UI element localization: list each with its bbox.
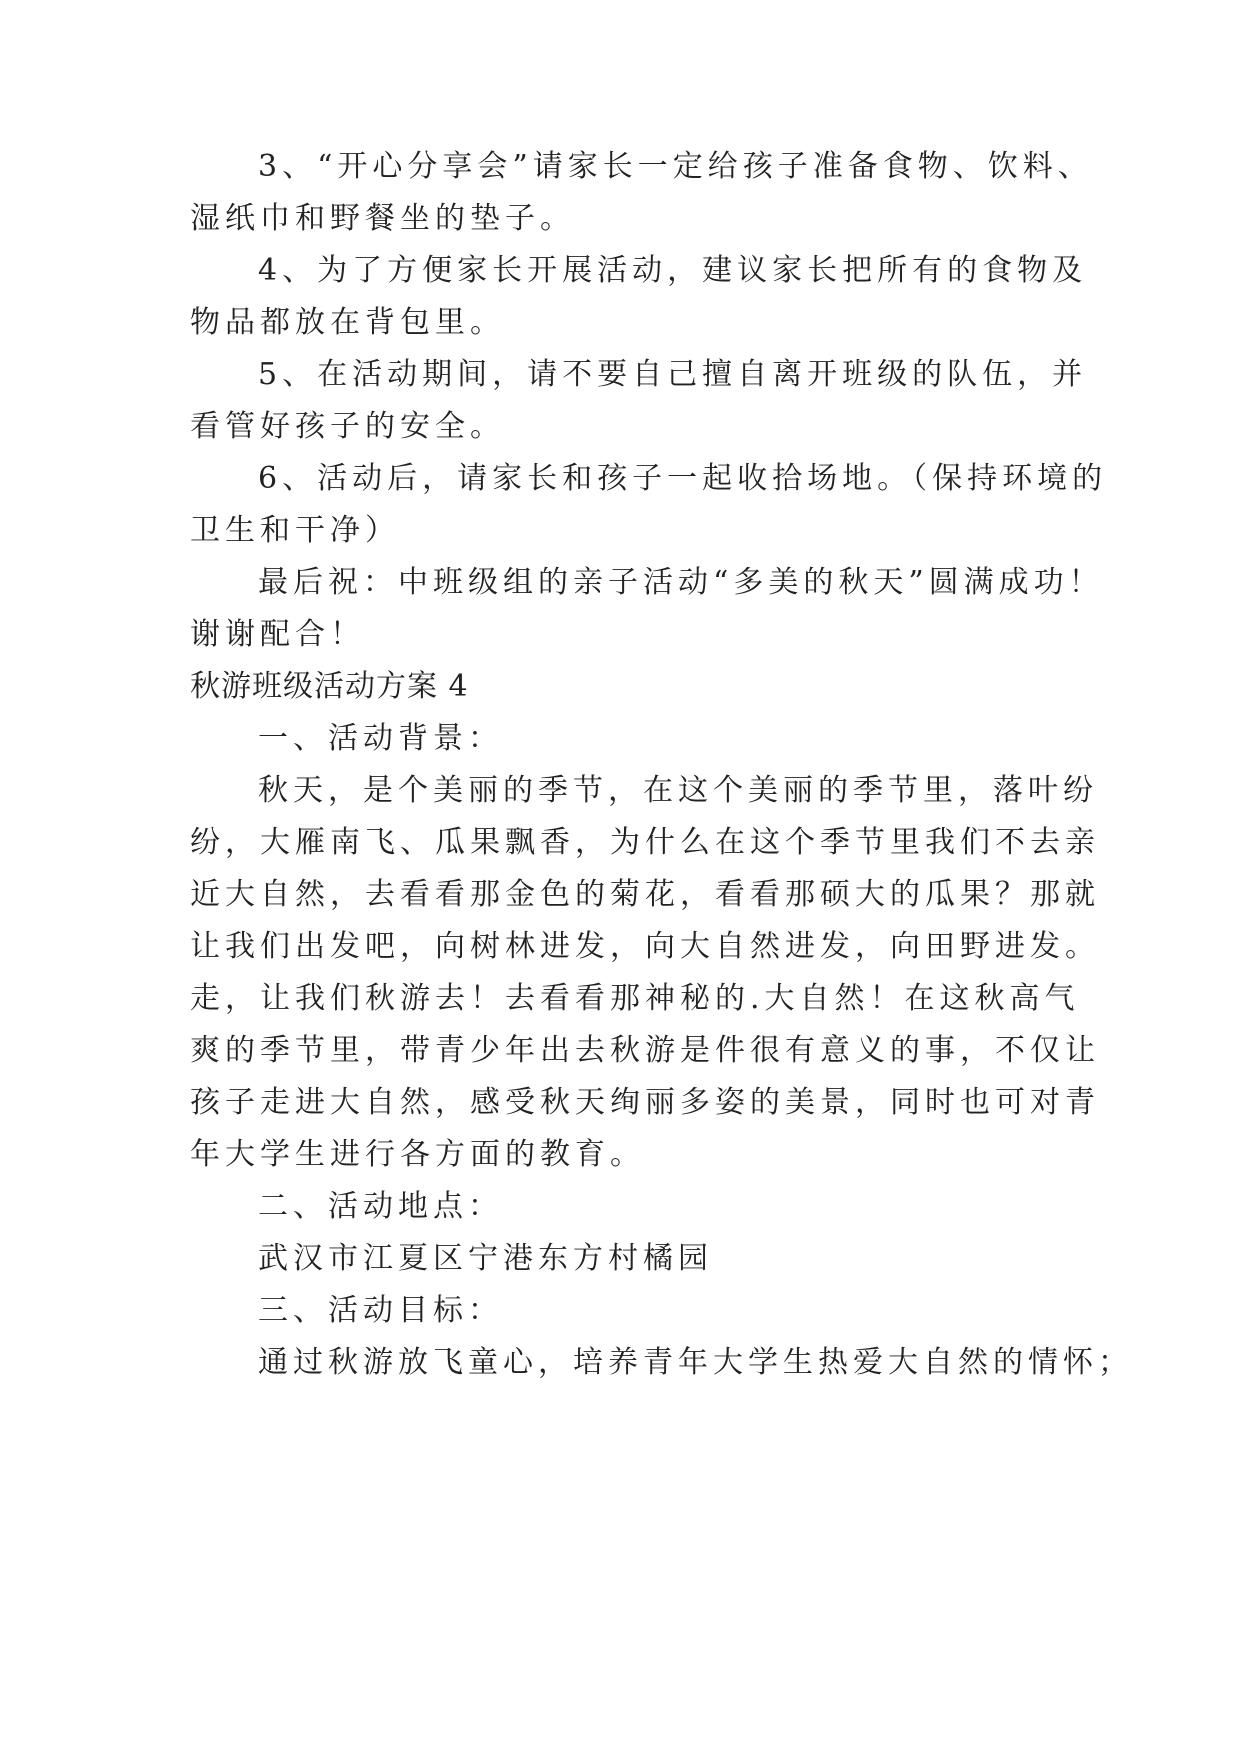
closing-line-2: 谢谢配合！ [190, 617, 365, 652]
background-paragraph-line: 孩子走进大自然，感受秋天绚丽多姿的美景，同时也可对青 [190, 1085, 1100, 1120]
item-3-line-1: 3、“开心分享会”请家长一定给孩子准备食物、饮料、 [258, 149, 1093, 184]
background-paragraph-line: 走，让我们秋游去！去看看那神秘的.大自然！在这秋高气 [190, 981, 1080, 1016]
item-6-line-1: 6、活动后，请家长和孩子一起收拾场地。（保持环境的 [258, 461, 1108, 496]
item-4-line-2: 物品都放在背包里。 [190, 305, 505, 340]
location-value: 武汉市江夏区宁港东方村橘园 [258, 1241, 713, 1276]
location-heading: 二、活动地点： [258, 1189, 503, 1224]
closing-line-1: 最后祝：中班级组的亲子活动“多美的秋天”圆满成功！ [258, 565, 1104, 600]
background-paragraph-line: 爽的季节里，带青少年出去秋游是件很有意义的事，不仅让 [190, 1033, 1100, 1068]
item-3-line-2: 湿纸巾和野餐坐的垫子。 [190, 201, 575, 236]
section-title: 秋游班级活动方案 4 [190, 669, 469, 704]
item-6-line-2: 卫生和干净） [190, 513, 400, 548]
item-4-line-1: 4、为了方便家长开展活动，建议家长把所有的食物及 [258, 253, 1088, 288]
background-paragraph-line: 让我们出发吧，向树林进发，向大自然进发，向田野进发。 [190, 929, 1100, 964]
item-5-line-1: 5、在活动期间，请不要自己擅自离开班级的队伍，并 [258, 357, 1088, 392]
background-paragraph-line: 秋天，是个美丽的季节，在这个美丽的季节里，落叶纷 [258, 773, 1098, 808]
background-paragraph-line: 年大学生进行各方面的教育。 [190, 1137, 645, 1172]
background-paragraph-line: 纷，大雁南飞、瓜果飘香，为什么在这个季节里我们不去亲 [190, 825, 1100, 860]
goals-line-1: 通过秋游放飞童心，培养青年大学生热爱大自然的情怀； [258, 1345, 1133, 1380]
item-5-line-2: 看管好孩子的安全。 [190, 409, 505, 444]
background-heading: 一、活动背景： [258, 721, 503, 756]
background-paragraph-line: 近大自然，去看看那金色的菊花，看看那硕大的瓜果？那就 [190, 877, 1100, 912]
goals-heading: 三、活动目标： [258, 1293, 503, 1328]
